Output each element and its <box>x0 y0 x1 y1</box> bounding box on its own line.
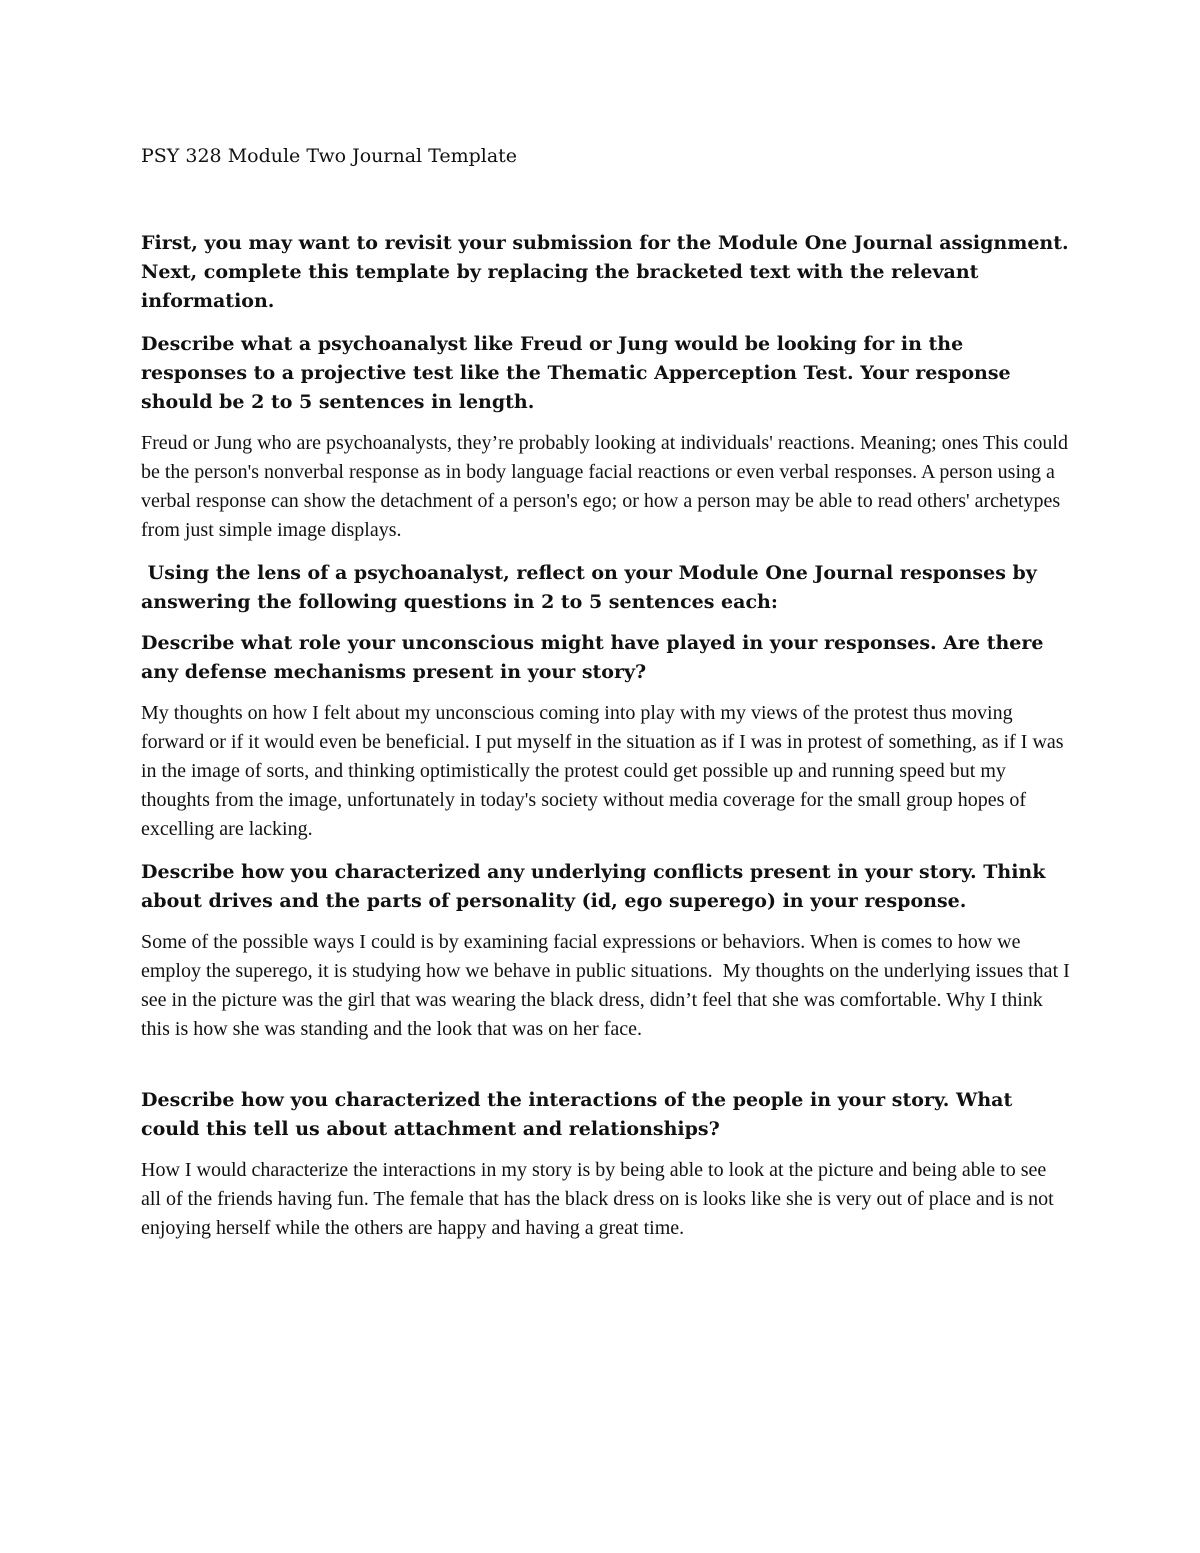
document-title: PSY 328 Module Two Journal Template <box>141 145 518 167</box>
question-1: Describe what a psychoanalyst like Freud or Jung would be looking for in the responses to a projective test like the Thematic Apperception Test. Your response should be 2 to 5 sentences in length. <box>141 333 1011 413</box>
question-3: Describe how you characterized any underlying conflicts present in your story. Think about drives and the parts of personality (id, ego superego) in your response. <box>141 861 1046 912</box>
question-4: Describe how you characterized the interactions of the people in your story. What could this tell us about attachment and relationships? <box>141 1089 1013 1140</box>
answer-3: Some of the possible ways I could is by examining facial expressions or behaviors. When is comes to how we employ the superego, it is studying how we behave in public situations. My thoughts on the underlying issues that I see in the picture was the girl that was wearing the black dress, didn’t feel that she was comfortable. Why I think this is how she was standing and the look that was on her face. <box>141 931 1075 1040</box>
question-2: Describe what role your unconscious might have played in your responses. Are there any defense mechanisms present in your story? <box>141 632 1044 683</box>
paragraph-gap <box>141 1058 1071 1086</box>
intro-instructions <box>141 229 1071 316</box>
answer-2: My thoughts on how I felt about my unconscious coming into play with my views of the protest thus moving forward or if it would even be beneficial. I put myself in the situation as if I was in protest of something, as if I was in the image of sorts, and thinking optimistically the protest could get possible up and running speed but my thoughts from the image, unfortunately in today's society without media coverage for the small group hopes of excelling are lacking. <box>141 702 1064 840</box>
document-body <box>141 142 1075 1257</box>
intro-line-1: First, you may want to revisit your submission for the Module One Journal assignment. <box>141 232 1069 254</box>
answer-4: How I would characterize the interactions in my story is by being able to look at the picture and being able to see all of the friends having fun. The female that has the black dress on is looks like she is very out of place and is not enjoying herself while the others are happy and having a great time. <box>141 1159 1054 1239</box>
lens-prompt: Using the lens of a psychoanalyst, reflect on your Module One Journal responses by answering the following questions in 2 to 5 sentences each: <box>141 562 1044 613</box>
answer-1: Freud or Jung who are psychoanalysts, they’re probably looking at individuals' reactions. Meaning; ones This could be the person's nonverbal response as in body language facial reactions or even verbal responses. A person using a verbal response can show the detachment of a person's ego; or how a person may be able to read others' archetypes from just simple image displays. <box>141 432 1068 541</box>
intro-line-2: Next, complete this template by replacing the bracketed text with the relevant information. <box>141 261 979 312</box>
